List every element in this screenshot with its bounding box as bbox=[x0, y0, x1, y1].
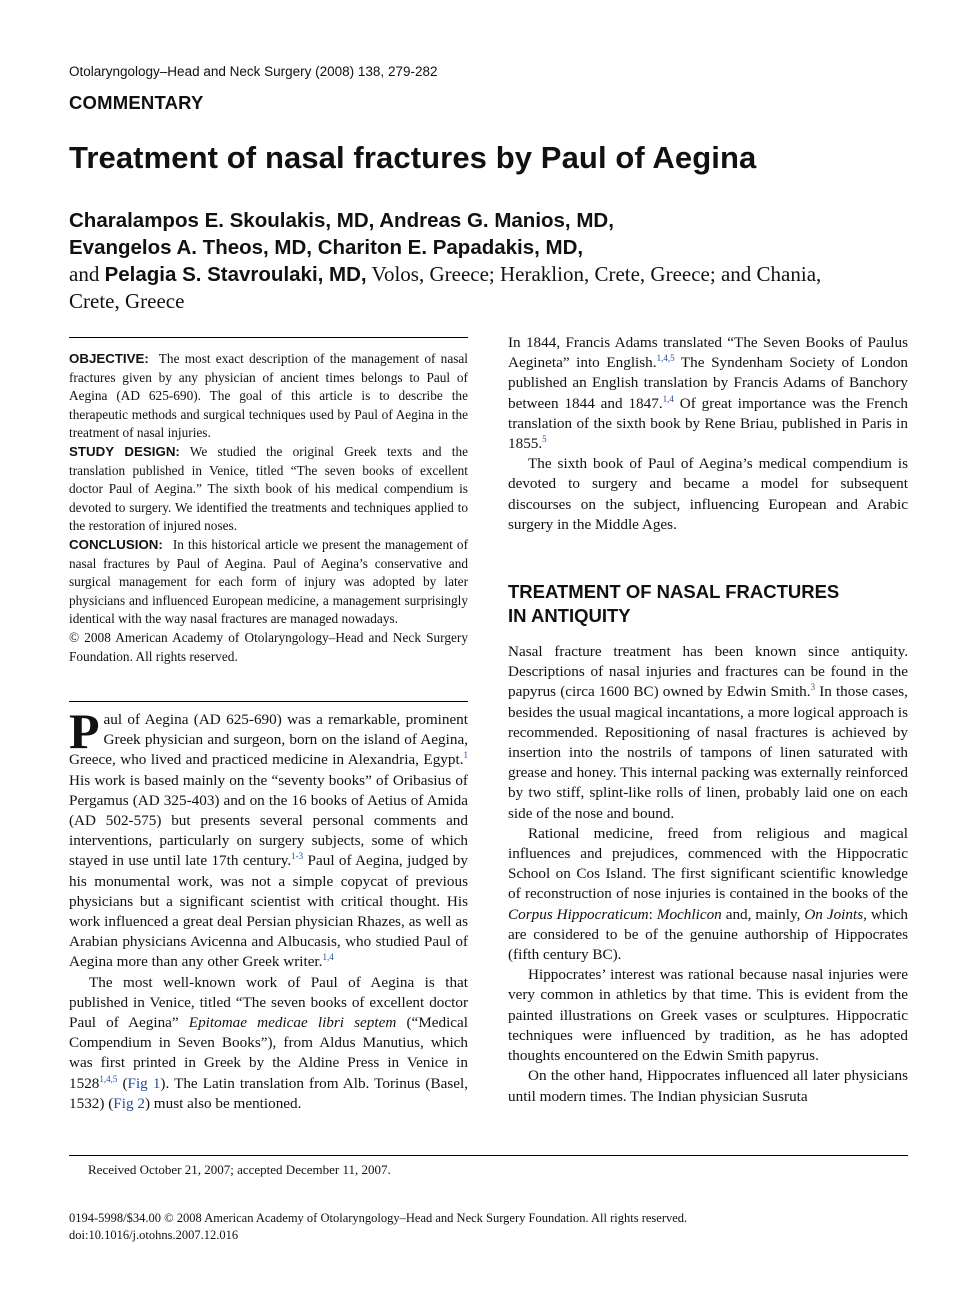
conclusion-text: In this historical article we present the management of nasal fractures by Paul of Aegina. Paul of Aegina’s conservative and surgical management for each form of injury was adopted by later physicians and influenced European medicine, a management surprisingly identical with the way nasal fractures are managed nowadays. bbox=[69, 536, 468, 627]
citation-link[interactable]: 1,4 bbox=[322, 952, 334, 963]
abstract-copyright: © 2008 American Academy of Otolaryngology–Head and Neck Surgery Foundation. All rights reserved. bbox=[69, 629, 468, 664]
text: In 1844, Francis Adams translated “The Seven Books of Paulus Aegineta” into English. bbox=[508, 334, 908, 372]
study-design-text: We studied the original Greek texts and the translation published in Venice, titled “The seven books of excellent doctor Paul of Aegina.” The sixth book of his medical compendium is devoted to surgery. We identified the treatments and techniques applied to the restoration of injured noses. bbox=[69, 443, 468, 534]
footer-copyright: 0194-5998/$34.00 © 2008 American Academy of Otolaryngology–Head and Neck Surgery Foundation. All rights reserved. bbox=[69, 1211, 688, 1225]
affiliation: Volos, Greece; Heraklion, Crete, Greece; and Chania, Crete, Greece bbox=[69, 262, 822, 313]
footnote-rule bbox=[69, 1155, 908, 1156]
drop-cap: P bbox=[69, 703, 100, 759]
text: aul of Aegina (AD 625-690) was a remarkable, prominent Greek physician and surgeon, born on the island of Aegina, Greece, who lived and practiced medicine in Alexandria, Egypt. bbox=[69, 711, 468, 769]
objective-text: The most exact description of the management of nasal fractures given by any physician of ancient times belongs to Paul of Aegina (AD 625-690). The goal of this article is to describe the therapeutic methods and surgical techniques used by Paul of Aegina in the treatment of nasal injuries. bbox=[69, 351, 468, 441]
author-list bbox=[69, 207, 869, 315]
citation-link[interactable]: 5 bbox=[542, 433, 547, 444]
paragraph: Hippocrates’ interest was rational because nasal injuries were very common in athletics by that time. This is evident from the painted illustrations on Greek vases or sculptures. Hippocratic techniques were influenced by tradition, as he has adopted thoughts encountered on the Edwin Smith papyrus. bbox=[508, 966, 908, 1065]
paragraph: The sixth book of Paul of Aegina’s medical compendium is devoted to surgery and became a model for subsequent discourses on the subject, influencing European and Arabic surgery in the Middle Ages. bbox=[508, 455, 908, 533]
left-column-body bbox=[69, 703, 468, 1114]
text: Paul of Aegina, judged by his monumental work, was not a simple copycat of previous physicians but a significant scientist with critical thought. His work influenced a great deal Persian physician Rhazes, as well as Arabian physicians Avicenna and Albucasis, who studied Paul of Aegina more than any other Greek writer. bbox=[69, 852, 468, 971]
text: (“Medical Compendium in Seven Books”), from Aldus Manutius, which was first printed in Greek by the Aldine Press in Venice in 1528 bbox=[69, 1014, 468, 1092]
text: and, mainly, bbox=[721, 905, 805, 923]
text: : bbox=[648, 905, 657, 923]
book-title: Mochlicon bbox=[656, 905, 722, 923]
paragraph bbox=[508, 824, 908, 965]
text: Nasal fracture treatment has been known since antiquity. Descriptions of nasal injuries and fractures can be found in the papyrus (circa 1600 BC) owned by Edwin Smith. bbox=[508, 643, 908, 701]
authors-line-1: Charalampos E. Skoulakis, MD, Andreas G. Manios, MD, bbox=[69, 209, 614, 232]
last-author: Pelagia S. Stavroulaki, MD, bbox=[104, 263, 367, 286]
text: His work is based mainly on the “seventy books” of Oribasius of Pergamus (AD 325-403) and on the 16 books of Aetius of Amida (AD 502-575) but presents several personal comments and interventions, particularly on surgery subjects, some of which stayed in use until late 17th century. bbox=[69, 771, 468, 870]
abstract-study-design bbox=[69, 443, 468, 536]
text: In those cases, besides the usual magical incantations, a more logical approach is recommended. Repositioning of nasal fractures is achieved by insertion into the nostrils of tampons of linen saturated with grease and honey. This internal packing was externally reinforced by two stiff, splint-like rolls of linen, probably laid one on each side of the nose and bound. bbox=[508, 683, 908, 822]
text: The Syndenham Society of London published an English translation by Francis Adams of Banchory between 1844 and 1847. bbox=[508, 354, 909, 412]
text: ( bbox=[117, 1074, 128, 1092]
text: ) must also be mentioned. bbox=[144, 1094, 302, 1112]
paragraph: On the other hand, Hippocrates influenced all later physicians until modern times. The Indian physician Susruta bbox=[508, 1067, 908, 1105]
conclusion-label: CONCLUSION: bbox=[69, 536, 163, 552]
article-title: Treatment of nasal fractures by Paul of Aegina bbox=[69, 140, 757, 175]
text: The most well-known work of Paul of Aegina is that published in Venice, titled “The seven books of excellent doctor Paul of Aegina” bbox=[69, 973, 468, 1032]
book-title: Corpus Hippocraticum bbox=[508, 905, 649, 923]
figure-2-link[interactable]: Fig 2 bbox=[113, 1094, 145, 1112]
book-title: Epitomae medicae libri septem bbox=[188, 1014, 397, 1032]
right-column-body bbox=[508, 333, 908, 1107]
abstract-bottom-rule bbox=[69, 701, 468, 702]
paragraph bbox=[69, 703, 468, 973]
paragraph bbox=[508, 642, 908, 824]
objective-label: OBJECTIVE: bbox=[69, 351, 149, 366]
text: ). The Latin translation from Alb. Torinus (Basel, 1532) ( bbox=[69, 1074, 468, 1112]
heading-line: TREATMENT OF NASAL FRACTURES bbox=[508, 581, 840, 603]
study-design-label: STUDY DESIGN: bbox=[69, 443, 180, 459]
heading-line: IN ANTIQUITY bbox=[508, 605, 631, 627]
book-title: On Joints bbox=[804, 905, 864, 923]
section-label: COMMENTARY bbox=[69, 92, 204, 113]
journal-citation: Otolaryngology–Head and Neck Surgery (2008) 138, 279-282 bbox=[69, 64, 438, 79]
citation-link[interactable]: 1 bbox=[463, 750, 468, 761]
text: , which are considered to be of the genuine authorship of Hippocrates (fifth century BC). bbox=[508, 905, 908, 964]
citation-link[interactable]: 1,4 bbox=[662, 393, 674, 404]
abstract-objective bbox=[69, 350, 468, 443]
section-heading bbox=[508, 580, 908, 628]
citation-link[interactable]: 1,4,5 bbox=[656, 353, 675, 364]
text: Rational medicine, freed from religious and magical influences and prejudices, commenced with the Hippocratic School on Cos Island. The first significant scientific knowledge of reconstruction of nose injuries is contained in the books of the bbox=[508, 824, 908, 903]
authors-and: and bbox=[69, 262, 100, 286]
citation-link[interactable]: 1,4,5 bbox=[99, 1073, 118, 1084]
figure-1-link[interactable]: Fig 1 bbox=[127, 1074, 161, 1092]
paragraph bbox=[508, 333, 908, 454]
authors-line-2: Evangelos A. Theos, MD, Chariton E. Papadakis, MD, bbox=[69, 236, 584, 259]
paragraph bbox=[69, 973, 468, 1114]
citation-link[interactable]: 1-3 bbox=[291, 851, 304, 862]
abstract bbox=[69, 350, 468, 666]
text: Of great importance was the French translation of the sixth book by Rene Briau, published in Paris in 1855. bbox=[508, 394, 908, 453]
abstract-conclusion bbox=[69, 536, 468, 629]
doi[interactable]: doi:10.1016/j.otohns.2007.12.016 bbox=[69, 1228, 239, 1242]
citation-link[interactable]: 3 bbox=[810, 682, 816, 693]
abstract-top-rule bbox=[69, 337, 468, 338]
received-dates: Received October 21, 2007; accepted December 11, 2007. bbox=[88, 1162, 391, 1177]
